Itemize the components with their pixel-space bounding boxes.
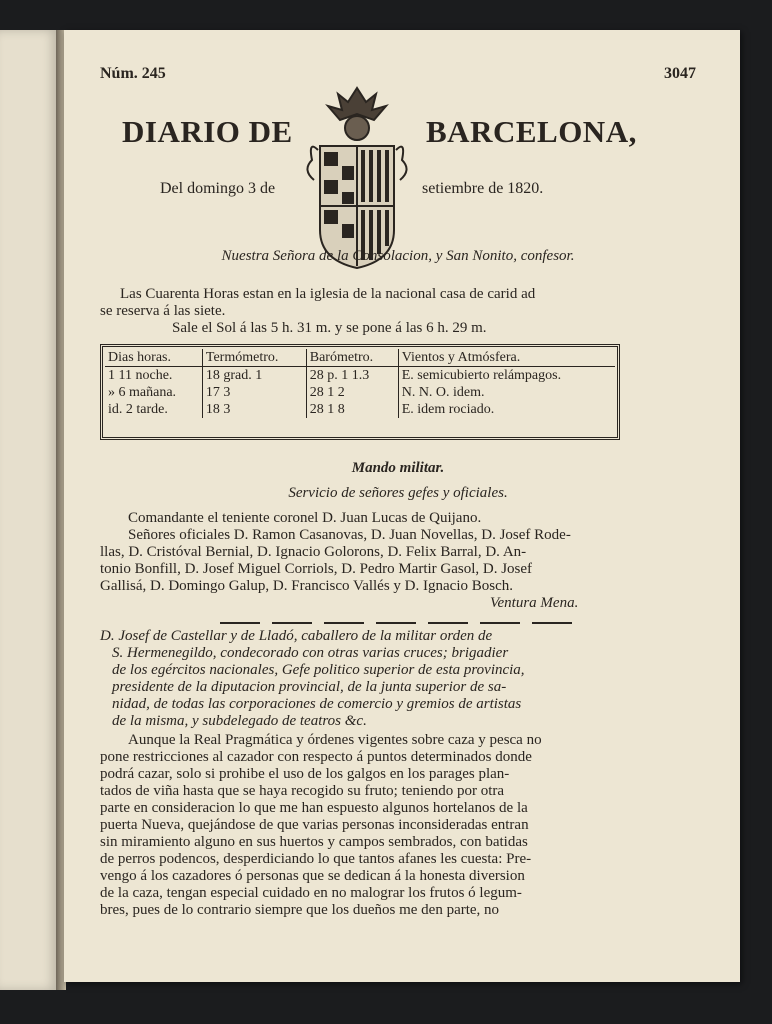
military-signature: Ventura Mena. <box>490 595 579 611</box>
military-heading: Mando militar. <box>351 460 445 476</box>
decree-title-line: D. Josef de Castellar y de Lladó, caballero de la militar orden de <box>100 628 493 644</box>
weather-cell: id. 2 tarde. <box>105 401 202 418</box>
decree-body-line: podrá cazar, solo si prohibe el uso de los galgos en los parages plan- <box>100 766 510 782</box>
decree-body-line: vengo á los cazadores ó personas que se dedican á la honesta diversion <box>100 868 525 884</box>
weather-col-barometer: Barómetro. <box>306 349 398 367</box>
decree-body-line: tados de viña hasta que se haya recogido su fruto; teniendo por otra <box>100 783 505 799</box>
decree-body-line: puerta Nueva, quejándose de que varias personas inconsideradas entran <box>100 817 529 833</box>
decree-body-line: de la caza, tengan especial cuidado en no malograr los frutos ó legum- <box>100 885 522 901</box>
weather-cell: 18 grad. 1 <box>202 367 306 385</box>
masthead-title-right: BARCELONA, <box>426 114 637 149</box>
decree-title-line: de la misma, y subdelegado de teatros &c. <box>112 713 367 729</box>
weather-col-days: Dias horas. <box>105 349 202 367</box>
decree-body-line: pone restricciones al cazador con respecto á puntos determinados donde <box>100 749 532 765</box>
weather-col-thermometer: Termómetro. <box>202 349 306 367</box>
military-line: Gallisá, D. Domingo Galup, D. Francisco Vallés y D. Ignacio Bosch. <box>100 578 513 594</box>
left-page-edge <box>0 30 60 990</box>
decree-title-line: presidente de la diputacion provincial, de la junta superior de sa- <box>112 679 507 695</box>
table-row <box>105 367 615 385</box>
weather-cell: 28 p. 1 1.3 <box>306 367 398 385</box>
weather-header-row <box>105 349 615 367</box>
decree-title-line: S. Hermenegildo, condecorado con otras varias cruces; brigadier <box>112 645 509 661</box>
page-content <box>100 30 696 982</box>
issue-number: Núm. 245 <box>100 65 166 82</box>
decree-body-line: Aunque la Real Pragmática y órdenes vigentes sobre caza y pesca no <box>128 732 542 748</box>
military-subheading: Servicio de señores gefes y oficiales. <box>288 485 508 501</box>
table-row <box>105 401 615 418</box>
section-divider <box>220 622 580 624</box>
page-number: 3047 <box>664 65 696 82</box>
weather-col-winds: Vientos y Atmósfera. <box>398 349 615 367</box>
weather-cell: 17 3 <box>202 384 306 401</box>
weather-cell: 28 1 8 <box>306 401 398 418</box>
date-right: setiembre de 1820. <box>422 180 544 197</box>
cuarenta-horas-line-2: se reserva á las siete. <box>100 303 226 319</box>
saints-of-the-day: Nuestra Señora de la Consolacion, y San Nonito, confesor. <box>221 248 575 264</box>
decree-title-line: nidad, de todas las corporaciones de comercio y gremios de artistas <box>112 696 522 712</box>
table-row <box>105 384 615 401</box>
masthead-title-left: DIARIO DE <box>122 114 293 149</box>
decree-body-line: parte en consideracion lo que me han espuesto algunos hortelanos de la <box>100 800 528 816</box>
weather-cell: » 6 mañana. <box>105 384 202 401</box>
weather-cell: 18 3 <box>202 401 306 418</box>
sun-times: Sale el Sol á las 5 h. 31 m. y se pone á las 6 h. 29 m. <box>172 320 487 336</box>
date-left: Del domingo 3 de <box>160 180 276 197</box>
weather-cell: E. idem rociado. <box>401 402 495 417</box>
weather-cell: 28 1 2 <box>306 384 398 401</box>
decree-body-line: de perros podencos, desperdiciando lo que tantos afanes les cuesta: Pre- <box>100 851 532 867</box>
cuarenta-horas-line-1: Las Cuarenta Horas estan en la iglesia de la nacional casa de carid ad <box>120 286 536 302</box>
military-line: llas, D. Cristóval Bernial, D. Ignacio Golorons, D. Felix Barral, D. An- <box>100 544 527 560</box>
military-line: Comandante el teniente coronel D. Juan Lucas de Quijano. <box>128 510 482 526</box>
newspaper-page <box>64 30 740 982</box>
weather-table <box>100 344 620 440</box>
decree-body-line: bres, pues de lo contrario siempre que los dueños me den parte, no <box>100 902 500 918</box>
decree-body-line: sin miramiento alguno en sus huertos y campos sembrados, con batidas <box>100 834 528 850</box>
coat-of-arms-icon <box>298 80 416 276</box>
weather-cell: N. N. O. idem. <box>401 385 485 400</box>
weather-cell: 1 11 noche. <box>105 367 202 385</box>
military-line: tonio Bonfill, D. Josef Miguel Corriols, D. Pedro Martir Gasol, D. Josef <box>100 561 533 577</box>
military-line: Señores oficiales D. Ramon Casanovas, D. Juan Novellas, D. Josef Rode- <box>128 527 571 543</box>
decree-title-line: de los egércitos nacionales, Gefe politico superior de esta provincia, <box>112 662 525 678</box>
weather-cell: E. semicubierto relámpagos. <box>401 368 562 383</box>
